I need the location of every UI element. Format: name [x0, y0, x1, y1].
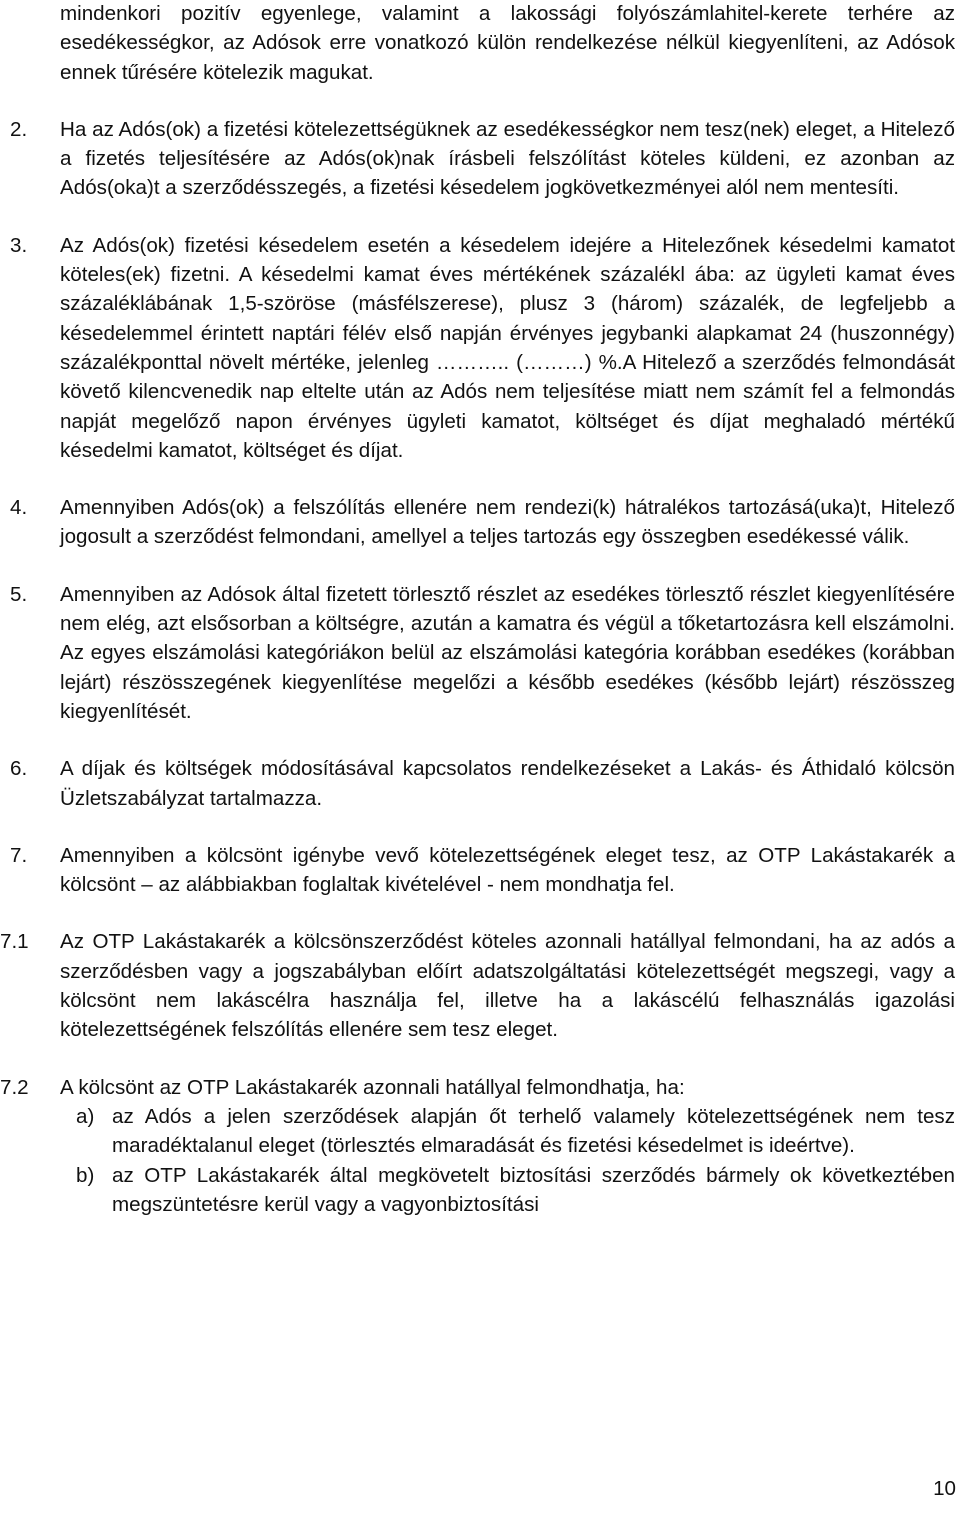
section-text: A díjak és költségek módosításával kapcsolatos rendelkezéseket a Lakás- és Áthidaló kölcsön Üzletszabályzat tartalmazza.: [60, 757, 955, 810]
section-item-4: [0, 493, 960, 552]
section-number: 3.: [10, 233, 28, 257]
subitem-b: [0, 1161, 960, 1220]
section-text: A kölcsönt az OTP Lakástakarék azonnali hatállyal felmondhatja, ha:: [60, 1075, 685, 1099]
section-item-2: [0, 115, 960, 203]
intro-paragraph: [0, 0, 960, 87]
section-item-7: [0, 841, 960, 900]
subitem-letter: a): [76, 1104, 95, 1128]
section-text: Az OTP Lakástakarék a kölcsönszerződést köteles azonnali hatállyal felmondani, ha az adós a szerződésben vagy a jogszabályban előírt adatszolgáltatási kötelezettségét megszegi, vagy a kölcsönt nem lakáscélra használja fel, illetve ha a lakáscélú felhasználás igazolási kötelezettségének felszólítás ellenére sem tesz eleget.: [60, 930, 955, 1042]
section-text: Amennyiben a kölcsönt igénybe vevő kötelezettségének eleget tesz, az OTP Lakástakarék a kölcsönt – az alábbiakban foglaltak kivételével - nem mondhatja fel.: [60, 843, 955, 897]
section-item-7-2: [0, 1073, 960, 1102]
section-number: 7.1: [0, 930, 29, 954]
section-item-3: [0, 231, 960, 465]
subitem-letter: b): [76, 1163, 95, 1187]
section-number: 7.: [10, 843, 28, 867]
subitem-text: az Adós a jelen szerződések alapján őt terhelő valamely kötelezettségének nem tesz maradéktalanul eleget (törlesztés elmaradását és fizetési késedelmet is ideértve).: [112, 1104, 955, 1158]
section-number: 6.: [10, 757, 28, 781]
section-text: Amennyiben az Adósok által fizetett törlesztő részlet az esedékes törlesztő részlet kiegyenlítésére nem elég, azt elsősorban a költségre, azután a kamatra és végül a tőketartozásra kell elszámolni. Az egyes elszámolási kategóriákon belül az elszámolási kategória korábban esedékes (korábban lejárt) részösszegének kiegyenlítése megelőzi a később esedékes (később lejárt) részösszeg kiegyenlítését.: [60, 582, 955, 723]
section-text: Az Adós(ok) fizetési késedelem esetén a késedelem idejére a Hitelezőnek késedelmi kamatot köteles(ek) fizetni. A késedelmi kamat éves mértékének százalékl ába: az ügyleti kamat éves százaléklábának 1,5-szöröse (másfélszerese), plusz 3 (három) százalék, de legfeljebb a késedelemmel érintett naptári félév első napján érvényes jegybanki alapkamat 24 (huszonnégy) százalékponttal növelt mértéke, jelenleg ……….. (………) %.A Hitelező a szerződés felmondását követő kilencvenedik nap eltelte után az Adós nem teljesítése miatt nem számít fel a felmondás napját megelőző napon érvényes ügyleti kamatot, költséget és díjat meghaladó mértékű késedelmi kamatot, költséget és díjat.: [60, 233, 955, 462]
section-number: 7.2: [0, 1075, 29, 1099]
section-text: Ha az Adós(ok) a fizetési kötelezettségüknek az esedékességkor nem tesz(nek) eleget, a Hitelező a fizetés teljesítésére az Adós(ok)nak írásbeli felszólítást köteles küldeni, ez azonban az Adós(oka)t a szerződésszegés, a fizetési késedelem jogkövetkezményei alól nem mentesíti.: [60, 117, 955, 200]
section-number: 4.: [10, 496, 28, 520]
subitem-text: az OTP Lakástakarék által megkövetelt biztosítási szerződés bármely ok következtében megszüntetésre kerül vagy a vagyonbiztosítási: [112, 1163, 955, 1216]
section-item-5: [0, 580, 960, 726]
section-number: 5.: [10, 582, 28, 606]
subitem-a: [0, 1102, 960, 1161]
intro-text: mindenkori pozitív egyenlege, valamint a lakossági folyószámlahitel-kerete terhére az esedékességkor, az Adósok erre vonatkozó külön rendelkezése nélkül kiegyenlíteni, az Adósok ennek tűrésére kötelezik magukat.: [60, 2, 955, 84]
section-text: Amennyiben Adós(ok) a felszólítás ellenére nem rendezi(k) hátralékos tartozásá(uka)t, Hitelező jogosult a szerződést felmondani, amellyel a teljes tartozás egy összegben esedékessé válik.: [60, 496, 955, 549]
section-number: 2.: [10, 117, 28, 141]
section-item-7-1: [0, 927, 960, 1044]
section-item-6: [0, 754, 960, 813]
page-number: 10: [933, 1477, 956, 1500]
